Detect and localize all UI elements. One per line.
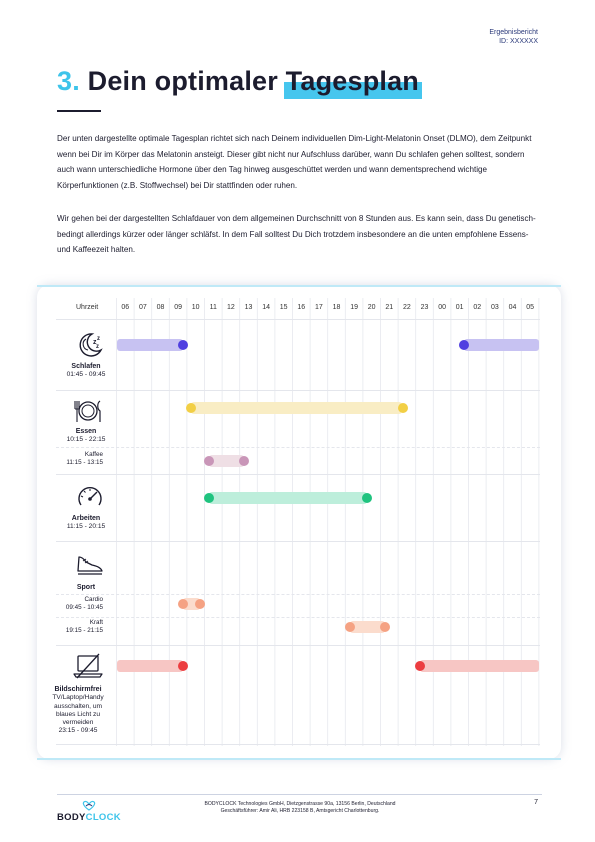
category-name: Schlafen: [71, 363, 101, 370]
hour-tick-20: 20: [367, 304, 376, 311]
subcategory-cardio: [50, 596, 103, 612]
hour-tick-23: 23: [420, 304, 429, 311]
row-divider: [56, 474, 540, 475]
category-schlafen: [56, 363, 116, 380]
subcategory-name: Kraft: [89, 619, 103, 626]
category-time: 23:15 - 09:45: [58, 727, 98, 735]
title-text: Dein optimaler: [87, 66, 278, 96]
category-time: 10:15 - 22:15: [66, 436, 106, 444]
category-note: TV/Laptop/Handy ausschalten, um blaues Licht zu vermeiden: [52, 694, 104, 727]
hour-axis-label: Uhrzeit: [76, 304, 99, 311]
hour-tick-03: 03: [490, 304, 499, 311]
hour-tick-08: 08: [156, 304, 165, 311]
svg-text:z: z: [97, 336, 100, 342]
hour-tick-11: 11: [209, 304, 217, 311]
category-name: Sport: [76, 584, 96, 591]
category-essen: [56, 428, 116, 445]
hour-tick-04: 04: [508, 304, 517, 311]
report-id: ID: XXXXXX: [499, 38, 538, 45]
subcategory-kaffee: [56, 451, 103, 467]
footer-divider: [57, 794, 542, 795]
category-arbeiten: [56, 515, 116, 532]
category-time: 01:45 - 09:45: [66, 371, 106, 379]
hour-tick-18: 18: [332, 304, 341, 311]
bar-bildschirmfrei: [420, 660, 539, 672]
row-divider: [56, 319, 540, 320]
hour-tick-12: 12: [226, 304, 235, 311]
dot-cardio-start: [178, 599, 188, 609]
hour-tick-05: 05: [526, 304, 534, 311]
dot-bildschirmfrei-end: [178, 661, 188, 671]
row-divider: [56, 541, 540, 542]
hour-tick-02: 02: [473, 304, 482, 311]
dot-essen-end: [398, 403, 408, 413]
row-divider: [56, 390, 540, 391]
dot-arbeiten-start: [204, 493, 214, 503]
dot-schlafen-end: [178, 340, 188, 350]
row-divider-dashed: [56, 594, 540, 595]
hour-tick-21: 21: [385, 304, 394, 311]
dot-kaffee-start: [204, 456, 214, 466]
hour-tick-19: 19: [350, 304, 358, 311]
category-sport: [56, 584, 116, 592]
bar-bildschirmfrei: [117, 660, 183, 672]
category-name: Essen: [75, 428, 97, 435]
company-info: [150, 801, 450, 815]
category-bildschirmfrei: [46, 686, 110, 736]
plate-cutlery-icon: [72, 398, 104, 424]
category-time: 11:15 - 20:15: [66, 523, 106, 531]
hour-tick-15: 15: [279, 304, 288, 311]
svg-text:z: z: [96, 344, 99, 350]
logo-mark-icon: [81, 800, 97, 811]
row-divider: [56, 744, 540, 745]
subcategory-time: 11:15 - 13:15: [66, 459, 103, 467]
bar-schlafen: [117, 339, 183, 351]
row-divider-dashed: [56, 447, 540, 448]
laptop-off-icon: [72, 653, 104, 681]
category-name: Arbeiten: [71, 515, 101, 522]
row-divider-dashed: [56, 617, 540, 618]
report-label: Ergebnisbericht: [489, 29, 538, 36]
hour-tick-10: 10: [191, 304, 200, 311]
subcategory-name: Kaffee: [84, 451, 103, 458]
subcategory-time: 09:45 - 10:45: [65, 604, 103, 612]
logo-word-body: BODY: [57, 812, 86, 823]
hour-tick-17: 17: [314, 304, 323, 311]
subcategory-name: Cardio: [84, 596, 103, 603]
hour-tick-06: 06: [121, 304, 130, 311]
hour-tick-00: 00: [438, 304, 446, 311]
section-number: 3.: [57, 66, 80, 96]
hour-tick-09: 09: [174, 304, 182, 311]
category-name: Bildschirmfrei: [54, 686, 102, 693]
hour-tick-14: 14: [262, 304, 270, 311]
intro-paragraph: Der unten dargestellte optimale Tagesplan richtet sich nach Deinem individuellen Dim-Light-Melatonin Onset (DLMO), dem Zeitpunkt wenn bei Dir im Körper das Melatonin ansteigt. Dieser gibt nicht nur Aufschluss darüber, wann Du schlafen gehen solltest, sondern auch wann unterschiedliche Hormone über den Tag hinweg ausgeschüttet werden und wann dementsprechend wichtige Körperfunktionen (z.B. Stoffwechsel) bei Dir stattfinden oder ruhen.: [57, 134, 532, 190]
svg-text:z: z: [93, 339, 97, 346]
bar-essen: [191, 402, 402, 414]
subcategory-time: 19:15 - 21:15: [65, 627, 103, 635]
bodyclock-logo: [57, 800, 119, 824]
hour-tick-01: 01: [455, 304, 464, 311]
sleep-duration-paragraph: Wir gehen bei der dargestellten Schlafdauer von dem allgemeinen Durchschnitt von 8 Stunden aus. Es kann sein, dass Du genetisch-bedingt allerdings kürzer oder länger schläfst. In dem Fall solltest Du Dich trotzdem insbesondere an die unten empfohlene Essens- und Kaffeezeit halten.: [57, 214, 536, 255]
sleep-icon: [76, 331, 104, 359]
speedometer-icon: [76, 484, 104, 512]
company-registry: Geschäftsführer: Amir Ali, HRB 223158 B, Amtsgericht Charlottenburg.: [220, 808, 380, 814]
bar-arbeiten: [209, 492, 367, 504]
subcategory-kraft: [50, 619, 103, 635]
hour-tick-07: 07: [138, 304, 147, 311]
bar-schlafen: [464, 339, 539, 351]
hour-tick-22: 22: [402, 304, 411, 311]
hour-tick-13: 13: [244, 304, 253, 311]
dot-kraft-end: [380, 622, 390, 632]
row-divider: [56, 645, 540, 646]
sneaker-icon: [75, 552, 105, 578]
title-highlight: Tagesplan: [285, 66, 420, 96]
page-number: 7: [534, 799, 538, 806]
dot-kraft-start: [345, 622, 355, 632]
hour-tick-16: 16: [297, 304, 306, 311]
company-address: BODYCLOCK Technologies GmbH, Dietzgenstrasse 90a, 13156 Berlin, Deutschland: [204, 801, 396, 807]
logo-wordmark: [57, 812, 121, 823]
logo-word-clock: CLOCK: [85, 812, 121, 823]
